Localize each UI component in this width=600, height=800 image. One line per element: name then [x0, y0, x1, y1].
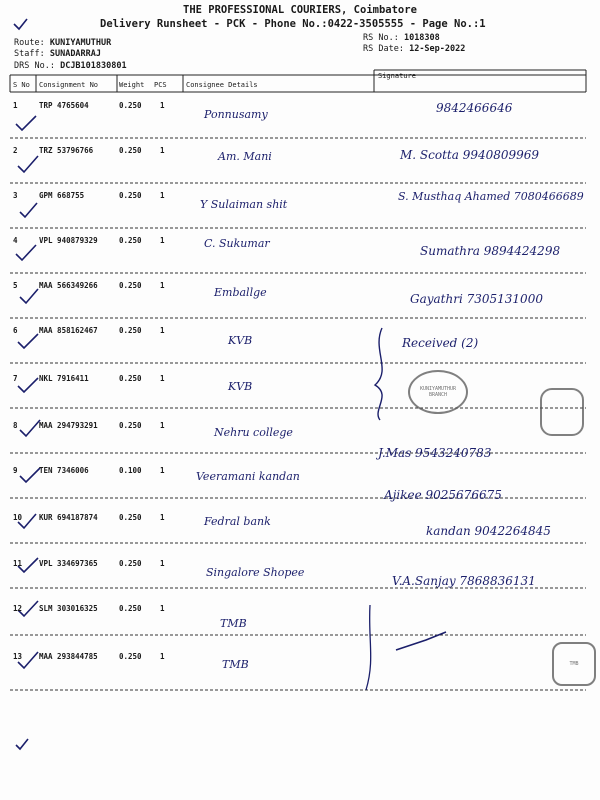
tmb-stamp: TMB: [552, 642, 596, 686]
row-consignment: KUR 694187874: [39, 513, 98, 522]
row-signature: Received (2): [402, 336, 479, 350]
row-consignee: KVB: [228, 380, 253, 393]
row-weight: 0.100: [119, 466, 142, 475]
row-weight: 0.250: [119, 604, 142, 613]
rs-date-value: 12-Sep-2022: [409, 44, 466, 54]
drs-value: DCJB101830801: [60, 61, 127, 71]
rs-no-label: RS No.:: [363, 33, 399, 43]
staff-label: Staff:: [14, 49, 45, 59]
row-pcs: 1: [160, 191, 165, 200]
row-signature: M. Scotta 9940809969: [400, 148, 540, 162]
row-weight: 0.250: [119, 236, 142, 245]
row-pcs: 1: [160, 374, 165, 383]
row-sno: 12: [13, 604, 23, 613]
row-consignment: MAA 566349266: [39, 281, 98, 290]
row-consignee: TMB: [220, 617, 247, 630]
row-consignee: Y Sulaiman shit: [200, 198, 288, 211]
route-value: KUNIYAMUTHUR: [49, 38, 112, 48]
rs-no-value: 1018308: [403, 33, 440, 43]
row-weight: 0.250: [119, 421, 142, 430]
row-consignment: VPL 334697365: [39, 559, 98, 568]
row-weight: 0.250: [119, 513, 142, 522]
row-sno: 2: [13, 146, 18, 155]
row-consignment: TRP 4765604: [39, 101, 89, 110]
col-sno: S No: [13, 81, 30, 89]
row-pcs: 1: [160, 604, 165, 613]
row-consignee: TMB: [222, 658, 249, 671]
row-sno: 4: [13, 236, 18, 245]
row-consignment: SLM 303016325: [39, 604, 98, 613]
row-consignee: Veeramani kandan: [196, 470, 300, 483]
row-sno: 6: [13, 326, 18, 335]
check-marks: [14, 19, 40, 749]
row-consignee: Am. Mani: [218, 150, 272, 163]
branch-stamp: [540, 388, 584, 436]
row-consignment: MAA 858162467: [39, 326, 98, 335]
row-pcs: 1: [160, 652, 165, 661]
row-weight: 0.250: [119, 191, 142, 200]
row-consignee: Singalore Shopee: [206, 566, 305, 579]
row-weight: 0.250: [119, 146, 142, 155]
row-sno: 3: [13, 191, 18, 200]
row-consignment: MAA 293844785: [39, 652, 98, 661]
row-consignment: MAA 294793291: [39, 421, 98, 430]
row-consignee: Fedral bank: [204, 515, 271, 528]
row-pcs: 1: [160, 559, 165, 568]
row-signature: kandan 9042264845: [426, 524, 551, 538]
row-signature: J.Mas 9543240783: [378, 446, 492, 460]
row-consignee: KVB: [228, 334, 253, 347]
row-sno: 5: [13, 281, 18, 290]
col-pcs: PCS: [154, 81, 167, 89]
col-signature: Signature: [378, 72, 416, 80]
row-weight: 0.250: [119, 559, 142, 568]
row-signature: V.A.Sanjay 7868836131: [392, 574, 536, 588]
row-consignment: TRZ 53796766: [39, 146, 94, 155]
row-consignee: C. Sukumar: [204, 237, 270, 250]
row-sno: 10: [13, 513, 23, 522]
row-pcs: 1: [160, 466, 165, 475]
row-weight: 0.250: [119, 652, 142, 661]
row-consignment: GPM 668755: [39, 191, 85, 200]
row-pcs: 1: [160, 146, 165, 155]
row-pcs: 1: [160, 101, 165, 110]
row-sno: 8: [13, 421, 18, 430]
row-weight: 0.250: [119, 374, 142, 383]
row-pcs: 1: [160, 421, 165, 430]
branch-stamp: KUNIYAMUTHUR BRANCH: [408, 370, 468, 414]
row-signature: Ajikee 9025676675: [384, 488, 502, 502]
row-sno: 9: [13, 466, 18, 475]
row-weight: 0.250: [119, 101, 142, 110]
col-consignment: Consignment No: [39, 81, 99, 89]
row-consignee: Emballge: [214, 286, 267, 299]
row-sno: 7: [13, 374, 18, 383]
rs-date-label: RS Date:: [363, 44, 404, 54]
row-consignee: Nehru college: [214, 426, 293, 439]
row-weight: 0.250: [119, 281, 142, 290]
row-weight: 0.250: [119, 326, 142, 335]
row-consignee: Ponnusamy: [204, 108, 268, 121]
row-signature: Sumathra 9894424298: [420, 244, 561, 258]
staff-value: SUNADARRAJ: [49, 49, 102, 59]
company-title: THE PROFESSIONAL COURIERS, Coimbatore: [183, 4, 417, 16]
col-weight: Weight: [119, 81, 145, 89]
route-label: Route:: [14, 38, 45, 48]
row-signature: 9842466646: [436, 101, 513, 115]
drs-label: DRS No.:: [14, 61, 55, 71]
row-sno: 1: [13, 101, 18, 110]
row-consignment: TEN 7346006: [39, 466, 89, 475]
col-consignee: Consignee Details: [186, 81, 258, 89]
row-signature: S. Musthaq Ahamed 7080466689: [398, 190, 584, 203]
row-pcs: 1: [160, 236, 165, 245]
row-pcs: 1: [160, 326, 165, 335]
row-pcs: 1: [160, 513, 165, 522]
row-consignment: NKL 7916411: [39, 374, 89, 383]
row-sno: 13: [13, 652, 23, 661]
runsheet-subtitle: Delivery Runsheet - PCK - Phone No.:0422-3505555 - Page No.:1: [100, 18, 486, 30]
row-signature: Gayathri 7305131000: [410, 292, 543, 306]
row-pcs: 1: [160, 281, 165, 290]
row-consignment: VPL 940879329: [39, 236, 98, 245]
row-sno: 11: [13, 559, 23, 568]
